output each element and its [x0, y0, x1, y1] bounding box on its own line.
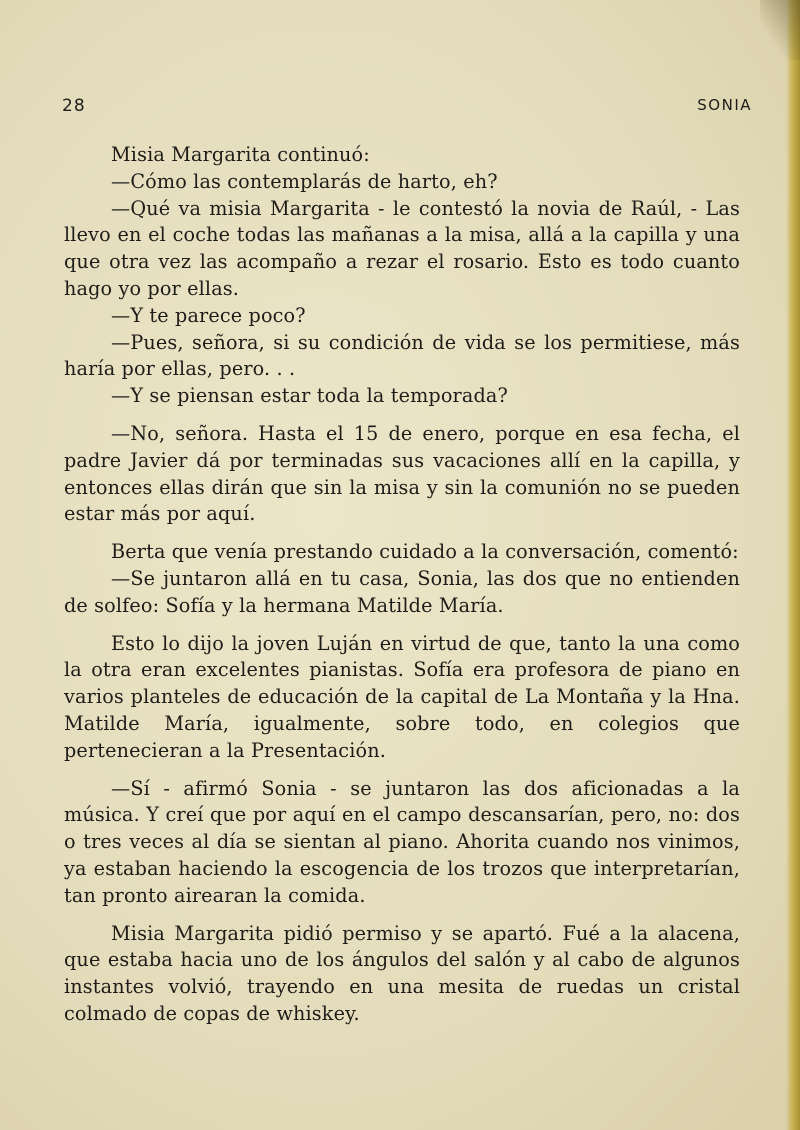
- paragraph: —Se juntaron allá en tu casa, Sonia, las dos que no entienden de solfeo: Sofía y la hermana Matilde María.: [64, 566, 740, 617]
- page-edge: [786, 0, 800, 1130]
- page-number: 28: [62, 96, 86, 116]
- paragraph: —Cómo las contemplarás de harto, eh?: [111, 169, 498, 193]
- paragraph: —Sí - afirmó Sonia - se juntaron las dos aficionadas a la música. Y creí que por aquí en el campo descansarían, pero, no: dos o tres veces al día se sientan al piano. Ahorita cuando nos vinimos, ya estaban haciendo la escogencia de los trozos que interpretarían, tan pronto airearan la comida.: [64, 776, 740, 907]
- paragraph: —Y te parece poco?: [111, 303, 306, 327]
- paragraph: Misia Margarita continuó:: [111, 143, 370, 166]
- page-body: [64, 142, 740, 1028]
- paragraph: —Qué va misia Margarita - le contestó la novia de Raúl, - Las llevo en el coche todas las mañanas a la misa, allá a la capilla y una que otra vez las acompaño a rezar el rosario. Esto es todo cuanto hago yo por ellas.: [64, 196, 740, 300]
- paragraph: —Pues, señora, si su condición de vida se los permitiese, más haría por ellas, pero. . .: [64, 330, 740, 381]
- page-corner-stain: [760, 0, 800, 60]
- paragraph: —No, señora. Hasta el 15 de enero, porque en esa fecha, el padre Javier dá por terminadas sus vacaciones allí en la capilla, y entonces ellas dirán que sin la misa y sin la comunión no se pueden estar más por aquí.: [64, 421, 740, 526]
- running-head: SONIA: [697, 96, 752, 114]
- paragraph: Berta que venía prestando cuidado a la conversación, comentó:: [111, 540, 739, 564]
- paragraph: Esto lo dijo la joven Luján en virtud de que, tanto la una como la otra eran excelentes pianistas. Sofía era profesora de piano en varios planteles de educación de la capital de La Montaña y la Hna. Matilde María, igualmente, sobre todo, en colegios que pertenecieran a la Presentación.: [64, 631, 740, 762]
- paragraph: Misia Margarita pidió permiso y se apartó. Fué a la alacena, que estaba hacia uno de los ángulos del salón y al cabo de algunos instantes volvió, trayendo en una mesita de ruedas un cristal colmado de copas de whiskey.: [64, 921, 740, 1025]
- paragraph: —Y se piensan estar toda la temporada?: [111, 384, 508, 408]
- page-header: [62, 94, 752, 124]
